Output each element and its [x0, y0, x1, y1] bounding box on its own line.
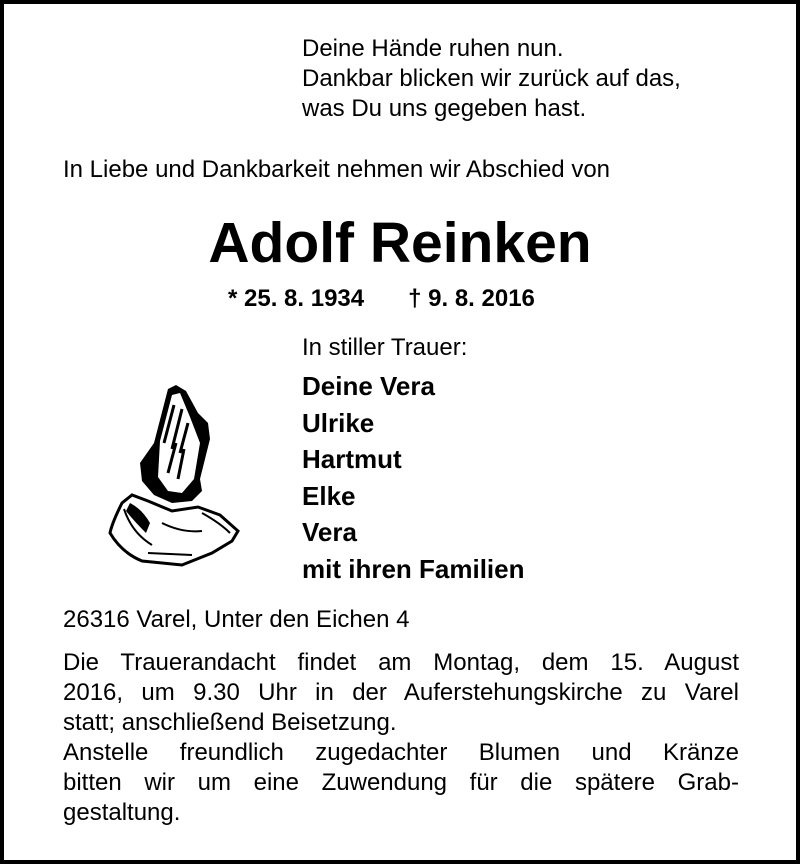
service-line: Die Trauerandacht findet am Montag, dem 15. August — [63, 649, 739, 676]
poem-line: was Du uns gegeben hast. — [302, 95, 587, 122]
mourner: Vera — [302, 517, 357, 547]
service-line: statt; anschließend Beisetzung. — [63, 709, 397, 736]
intro-text: In Liebe und Dankbarkeit nehmen wir Abschied von — [63, 156, 611, 183]
service-info — [63, 648, 739, 828]
service-line: gestaltung. — [63, 799, 181, 826]
mourner: Ulrike — [302, 407, 375, 438]
poem-line: Dankbar blicken wir zurück auf das, — [302, 65, 681, 92]
poem — [302, 34, 681, 124]
mourner: Hartmut — [302, 444, 402, 474]
poem-line: Deine Hände ruhen nun. — [302, 35, 564, 62]
birth-date: * 25. 8. 1934 — [228, 285, 365, 312]
life-dates — [228, 284, 535, 314]
praying-hands-icon — [102, 383, 242, 569]
mourners-list — [302, 368, 525, 587]
deceased-name: Adolf Reinken — [208, 211, 592, 275]
service-line: Anstelle freundlich zugedachter Blumen und Kränze — [63, 739, 739, 766]
service-line: bitten wir um eine Zuwendung für die spätere Grab- — [63, 769, 739, 796]
address: 26316 Varel, Unter den Eichen 4 — [63, 606, 410, 633]
mourner: Elke — [302, 480, 356, 511]
mourner: mit ihren Familien — [302, 553, 525, 584]
death-date: † 9. 8. 2016 — [408, 285, 535, 312]
mourning-heading: In stiller Trauer: — [302, 334, 468, 361]
service-line: 2016, um 9.30 Uhr in der Auferstehungskirche zu Varel — [63, 679, 739, 706]
mourner: Deine Vera — [302, 371, 435, 401]
